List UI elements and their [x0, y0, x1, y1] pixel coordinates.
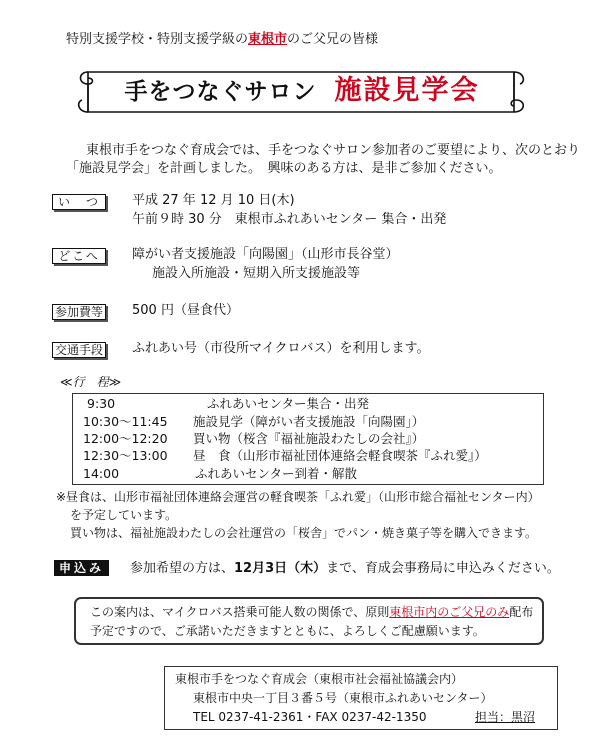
transport-label: 交通手段 — [52, 342, 106, 358]
intro-line-1: 東根市手をつなぐ育成会では、手をつなぐサロン参加者のご要望により、次のとおり — [86, 143, 581, 158]
audience-city: 東根市 — [248, 32, 288, 47]
notice-box — [74, 597, 544, 645]
fee-label: 参加費等 — [52, 304, 106, 320]
notice-line-2: 予定ですので、ご承諾いただきますとともに、よろしくご配慮願います。 — [90, 624, 485, 638]
shopping-note: 買い物は、福祉施設わたしの会社運営の「桜舎」でパン・焼き菓子等を購入できます。 — [70, 526, 538, 540]
notice-prefix: この案内は、マイクロバス搭乗可能人数の関係で、原則 — [90, 605, 390, 619]
schedule-desc: 昼 食（山形市福祉団体連絡会軽食喫茶『ふれ愛』） — [193, 448, 487, 463]
title-banner — [74, 62, 530, 124]
apply-text — [130, 560, 560, 577]
contact-phone: TEL 0237-41-2361・FAX 0237-42-1350 — [193, 710, 427, 724]
lunch-note-cont: を予定しています。 — [70, 508, 178, 522]
schedule-desc: 買い物（桜含『福祉施設わたしの会社』） — [193, 431, 425, 446]
when-time: 午前９時 30 分 東根市ふれあいセンター 集合・出発 — [132, 212, 447, 227]
schedule-time: 10:30～11:45 — [83, 414, 168, 429]
where-facility-type: 施設入所施設・短期入所支援施設等 — [152, 266, 361, 281]
schedule-heading: ≪行 程≫ — [60, 375, 122, 389]
apply-deadline: 12月3日（木） — [234, 561, 327, 576]
contact-person: 担当：黒沼 — [475, 710, 536, 724]
schedule-box — [72, 393, 544, 485]
banner-title-main: 手をつなぐサロン — [124, 79, 317, 105]
schedule-desc: ふれあいセンター集合・出発 — [207, 396, 370, 411]
schedule-desc: 施設見学（障がい者支援施設「向陽園」） — [193, 414, 425, 429]
contact-org: 東根市手をつなぐ育成会（東根市社会福祉協議会内） — [175, 672, 464, 686]
schedule-desc: ふれあいセンター到着・解散 — [195, 466, 358, 481]
schedule-time: 9:30 — [87, 396, 116, 411]
audience-line — [66, 31, 378, 48]
audience-suffix: のご父兄の皆様 — [287, 32, 379, 47]
lunch-note: ※昼食は、山形市福祉団体連絡会運営の軽食喫茶「ふれ愛」（山形市総合福祉センター内） — [56, 490, 540, 504]
when-date: 平成 27 年 12 月 10 日(木) — [132, 193, 295, 208]
contact-box — [164, 666, 558, 730]
apply-prefix: 参加希望の方は、 — [130, 561, 235, 576]
apply-label: 申込み — [54, 560, 109, 576]
notice-line-1 — [90, 604, 533, 620]
fee-value: 500 円（昼食代） — [132, 303, 239, 318]
schedule-time: 14:00 — [83, 466, 120, 481]
apply-suffix: まで、育成会事務局に申込みください。 — [326, 561, 560, 576]
notice-suffix: 配布 — [509, 605, 534, 619]
banner-title — [74, 76, 530, 108]
intro-line-2: 「施設見学会」を計画しました。 興味のある方は、是非ご参加ください。 — [66, 161, 502, 176]
schedule-time: 12:00～12:20 — [83, 431, 168, 446]
when-label: い つ — [52, 194, 106, 210]
where-label: どこへ — [52, 248, 106, 264]
transport-value: ふれあい号（市役所マイクロバス）を利用します。 — [132, 341, 430, 356]
contact-address: 東根市中央一丁目３番５号（東根市ふれあいセンター） — [193, 691, 493, 705]
audience-prefix: 特別支援学校・特別支援学級の — [66, 32, 249, 47]
schedule-time: 12:30～13:00 — [83, 448, 168, 463]
banner-title-accent: 施設見学会 — [334, 75, 480, 106]
where-facility: 障がい者支援施設「向陽園」（山形市長谷堂） — [132, 247, 399, 262]
notice-highlight: 東根市内のご父兄のみ — [389, 605, 510, 619]
